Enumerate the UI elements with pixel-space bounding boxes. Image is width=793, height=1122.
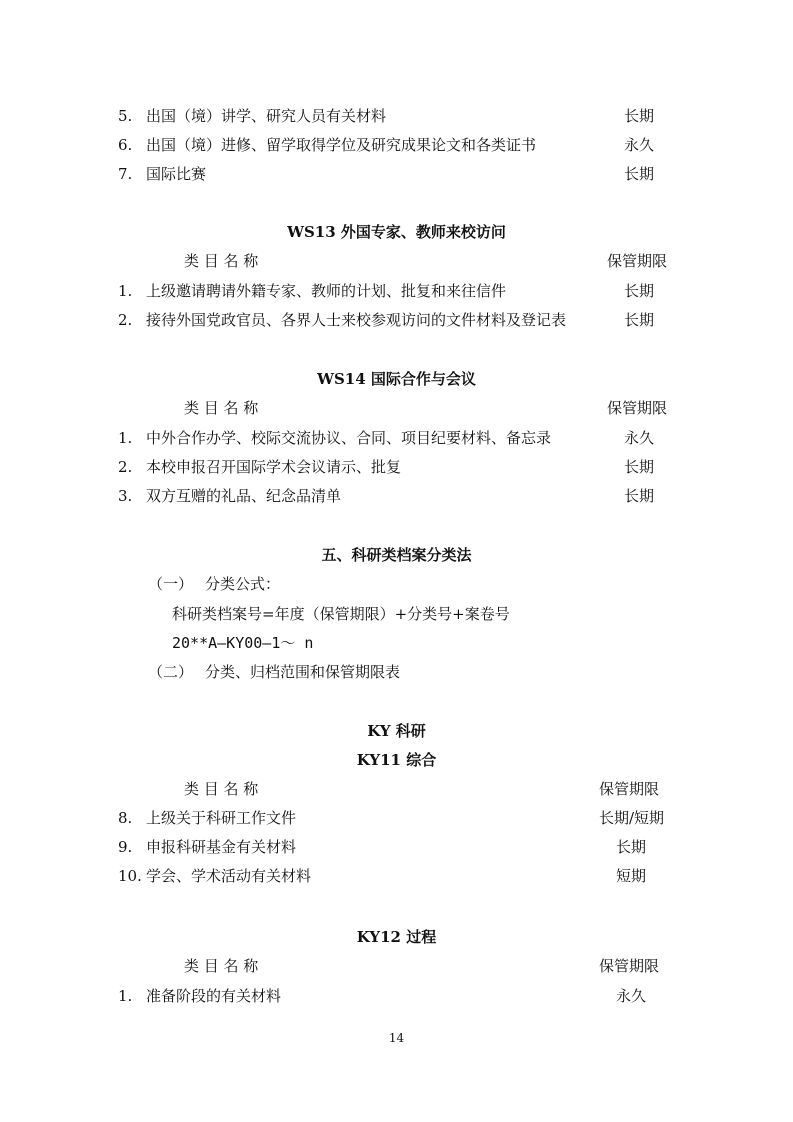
row-period: 短期: [616, 867, 647, 885]
page-number: 14: [388, 1031, 405, 1045]
row-period: 长期: [624, 487, 655, 505]
row-number: 7.: [118, 165, 133, 183]
row-number: 1.: [118, 282, 133, 300]
column-header-name: 类 目 名 称: [184, 399, 259, 417]
row-name: 中外合作办学、校际交流协议、合同、项目纪要材料、备忘录: [146, 429, 552, 447]
item-text: 分类、归档范围和保管期限表: [205, 663, 401, 681]
row-name: 申报科研基金有关材料: [146, 838, 297, 856]
section-heading-ky: KY 科研: [367, 722, 426, 740]
row-name: 出国（境）进修、留学取得学位及研究成果论文和各类证书: [146, 136, 537, 154]
row-period: 长期: [624, 107, 655, 125]
item-text: 分类公式：: [205, 575, 281, 593]
column-header-period: 保管期限: [607, 252, 668, 270]
row-period: 长期: [616, 838, 647, 856]
row-name: 双方互赠的礼品、纪念品清单: [146, 487, 342, 505]
classification-formula: 科研类档案号=年度（保管期限）+分类号+案卷号: [172, 605, 510, 623]
row-name: 接待外国党政官员、各界人士来校参观访问的文件材料及登记表: [146, 311, 567, 329]
row-number: 2.: [118, 311, 133, 329]
row-number: 6.: [118, 136, 133, 154]
row-number: 10.: [118, 867, 142, 885]
row-period: 长期: [624, 282, 655, 300]
section-heading-ws13: WS13 外国专家、教师来校访问: [287, 223, 506, 241]
row-number: 1.: [118, 429, 133, 447]
row-name: 出国（境）讲学、研究人员有关材料: [146, 107, 387, 125]
row-name: 本校申报召开国际学术会议请示、批复: [146, 458, 402, 476]
row-number: 1.: [118, 987, 133, 1005]
row-period: 长期: [624, 165, 655, 183]
row-number: 2.: [118, 458, 133, 476]
section-heading-ky11: KY11 综合: [356, 751, 437, 769]
section-heading-ky12: KY12 过程: [356, 928, 437, 946]
row-number: 8.: [118, 809, 133, 827]
row-number: 9.: [118, 838, 133, 856]
archive-number-example: 20**A—KY00—1～ n: [172, 634, 314, 652]
column-header-period: 保管期限: [599, 957, 660, 975]
row-name: 上级邀请聘请外籍专家、教师的计划、批复和来往信件: [146, 282, 507, 300]
row-name: 准备阶段的有关材料: [146, 987, 282, 1005]
row-period: 长期: [624, 458, 655, 476]
row-number: 5.: [118, 107, 133, 125]
row-name: 国际比赛: [146, 165, 207, 183]
column-header-period: 保管期限: [599, 780, 660, 798]
row-period: 永久: [624, 429, 655, 447]
row-period: 长期/短期: [599, 809, 665, 827]
column-header-name: 类 目 名 称: [184, 957, 259, 975]
item-label: （二）: [148, 663, 194, 681]
row-period: 长期: [624, 311, 655, 329]
column-header-name: 类 目 名 称: [184, 252, 259, 270]
section-heading-research: 五、科研类档案分类法: [321, 546, 472, 564]
row-name: 上级关于科研工作文件: [146, 809, 297, 827]
column-header-name: 类 目 名 称: [184, 780, 259, 798]
item-label: （一）: [148, 575, 194, 593]
row-number: 3.: [118, 487, 133, 505]
column-header-period: 保管期限: [607, 399, 668, 417]
row-period: 永久: [616, 987, 647, 1005]
row-name: 学会、学术活动有关材料: [146, 867, 312, 885]
row-period: 永久: [624, 136, 655, 154]
section-heading-ws14: WS14 国际合作与会议: [317, 370, 476, 388]
